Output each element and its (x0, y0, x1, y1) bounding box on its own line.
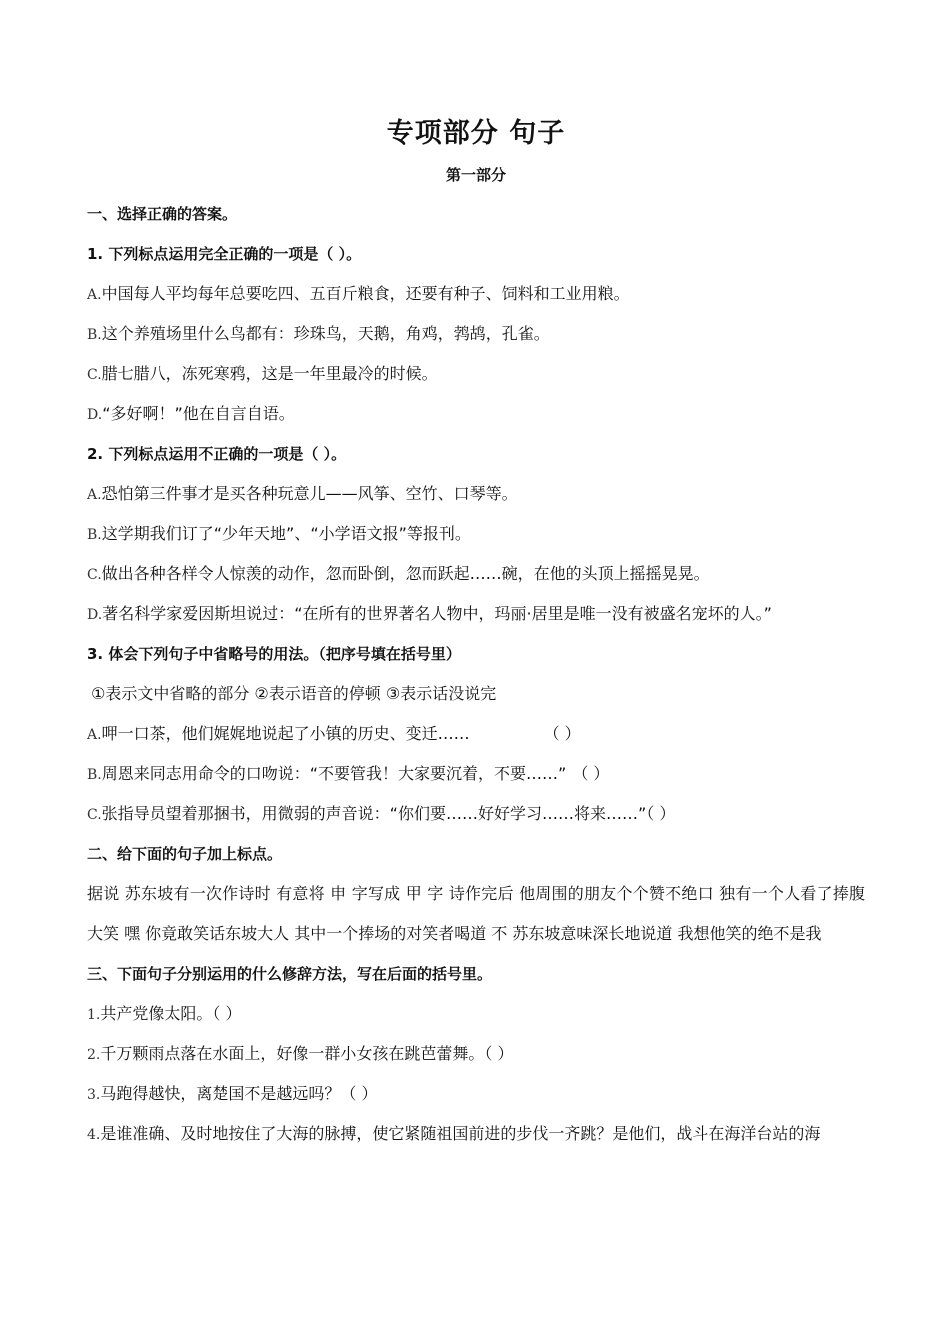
option-text: 周恩来同志用命令的口吻说：“不要管我！大家要沉着，不要……” (101, 764, 567, 783)
document-page (87, 112, 865, 1154)
option-letter: C. (87, 367, 102, 383)
option-text: “多好啊！”他在自言自语。 (102, 404, 295, 423)
option-letter: A. (87, 487, 102, 503)
option-letter: D. (87, 407, 103, 423)
option-letter: C. (87, 807, 102, 823)
option-letter: B. (87, 527, 102, 543)
question-3-option-a (87, 714, 865, 754)
option-text: 呷一口茶，他们娓娓地说起了小镇的历史、变迁…… (101, 724, 470, 743)
item-number: 2. (87, 1047, 101, 1063)
question-2-stem: 2. 下列标点运用不正确的一项是（ ）。 (87, 445, 347, 463)
question-1-option-b (87, 314, 865, 354)
option-text: 著名科学家爱因斯坦说过：“在所有的世界著名人物中，玛丽·居里是唯一没有被盛名宠坏的人。” (102, 604, 772, 623)
rhetoric-item-3 (87, 1074, 865, 1114)
question-1-stem: 1. 下列标点运用完全正确的一项是（ ）。 (87, 245, 362, 263)
item-number: 1. (87, 1007, 101, 1023)
question-2-option-c (87, 554, 865, 594)
option-letter: B. (87, 767, 102, 783)
section-2-heading: 二、给下面的句子加上标点。 (87, 845, 283, 863)
question-1-option-a (87, 274, 865, 314)
option-letter: A. (87, 727, 102, 743)
option-text: 这个养殖场里什么鸟都有：珍珠鸟，天鹅，角鸡，鹁鸪，孔雀。 (101, 324, 550, 343)
rhetoric-item-4 (87, 1114, 865, 1154)
answer-paren: （ ） (646, 804, 676, 823)
page-subtitle: 第一部分 (445, 166, 506, 184)
question-2-option-b (87, 514, 865, 554)
item-text: 共产党像太阳。（ ） (100, 1004, 242, 1023)
question-1-option-c (87, 354, 865, 394)
option-text: 张指导员望着那捆书，用微弱的声音说：“你们要……好好学习……将来……” (101, 804, 647, 823)
punctuation-paragraph: 据说 苏东坡有一次作诗时 有意将 申 字写成 甲 字 诗作完后 他周围的朋友个个赞不绝口 独有一个人看了捧腹大笑 嘿 你竟敢笑话东坡大人 其中一个捧场的对笑者喝道 不 苏东坡意味深长地说道 我想他笑的绝不是我 (87, 884, 865, 943)
question-3-legend: ①表示文中省略的部分 ②表示语音的停顿 ③表示话没说完 (91, 684, 497, 703)
rhetoric-item-2 (87, 1034, 865, 1074)
option-text: 腊七腊八，冻死寒鸦，这是一年里最冷的时候。 (101, 364, 438, 383)
item-number: 3. (87, 1087, 101, 1103)
page-title: 专项部分 句子 (386, 118, 566, 149)
item-text: 千万颗雨点落在水面上，好像一群小女孩在跳芭蕾舞。（ ） (100, 1044, 514, 1063)
option-letter: C. (87, 567, 102, 583)
question-2-option-a (87, 474, 865, 514)
option-text: 恐怕第三件事才是买各种玩意儿——风筝、空竹、口琴等。 (101, 484, 518, 503)
answer-paren: （ ） (543, 724, 581, 743)
answer-paren: （ ） (572, 764, 610, 783)
rhetoric-item-1 (87, 994, 865, 1034)
option-text: 中国每人平均每年总要吃四、五百斤粮食，还要有种子、饲料和工业用粮。 (101, 284, 630, 303)
question-3-option-c (87, 794, 865, 834)
option-letter: A. (87, 287, 102, 303)
item-text: 是谁准确、及时地按住了大海的脉搏，使它紧随祖国前进的步伐一齐跳？是他们，战斗在海洋台站的海 (100, 1124, 821, 1143)
section-3-heading: 三、下面句子分别运用的什么修辞方法，写在后面的括号里。 (87, 965, 493, 983)
option-letter: B. (87, 327, 102, 343)
option-letter: D. (87, 607, 103, 623)
item-text: 马跑得越快，离楚国不是越远吗？（ ） (100, 1084, 378, 1103)
section-1-heading: 一、选择正确的答案。 (87, 205, 238, 223)
option-text: 这学期我们订了“少年天地”、“小学语文报”等报刊。 (101, 524, 471, 543)
question-1-option-d (87, 394, 865, 434)
question-3-option-b (87, 754, 865, 794)
item-number: 4. (87, 1127, 101, 1143)
option-text: 做出各种各样令人惊羡的动作，忽而卧倒，忽而跃起……碗，在他的头顶上摇摇晃晃。 (101, 564, 710, 583)
question-3-stem: 3. 体会下列句子中省略号的用法。（把序号填在括号里） (87, 645, 461, 663)
question-2-option-d (87, 594, 865, 634)
